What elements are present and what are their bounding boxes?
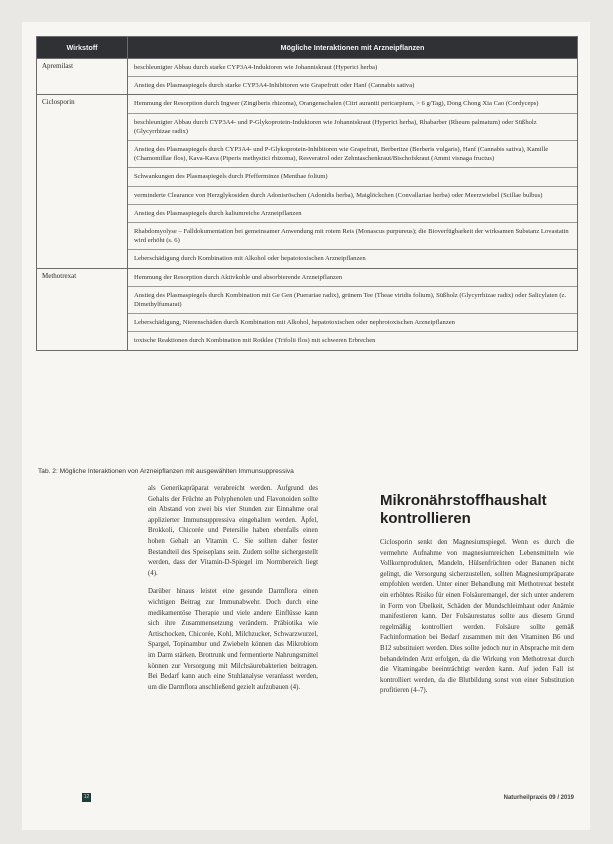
table-group-ciclosporin xyxy=(37,94,577,267)
table-cell: Schwankungen des Plasmaspiegels durch Pfefferminze (Menthae folium) xyxy=(128,167,577,185)
header-interaktionen: Mögliche Interaktionen mit Arzneipflanzen xyxy=(127,37,577,58)
table-caption: Tab. 2: Mögliche Interaktionen von Arzneipflanzen mit ausgewählten Immunsuppressiva xyxy=(38,468,294,475)
header-wirkstoff: Wirkstoff xyxy=(66,43,98,52)
table-header xyxy=(37,37,577,58)
table-cell: verminderte Clearance von Herzglykosiden durch Adonisröschen (Adonidis herba), Maiglöckchen (Convallariae herba) oder Meerzwiebel (Scillae bulbus) xyxy=(128,186,577,204)
table-cell: Hemmung der Resorption durch Ingwer (Zingiberis rhizoma), Orangenschalen (Citri aurantii pericarpium, > 6 g/Tag), Dong Chong Xia Cao (Cordyceps) xyxy=(134,100,539,108)
journal-footer: Naturheilpraxis 09 / 2019 xyxy=(503,795,574,801)
document-page xyxy=(22,22,590,830)
table-cell: Leberschädigung durch Kombination mit Alkohol oder hepatotoxischen Arzneipflanzen xyxy=(128,249,577,267)
table-cell: Anstieg des Plasmaspiegels durch Kombination mit Ge Gen (Puerariae radix), grünem Tee (Theae viridis folium), Süßholz (Glycyrrhizae radix) oder Salicylaten (z. Dimethylfumarat) xyxy=(128,286,577,313)
table-cell: beschleunigter Abbau durch CYP3A4- und P-Glykoprotein-Induktoren wie Johanniskraut (Hyperici herba), Rhabarber (Rheum palmatum) oder Süßholz (Glycyrrhizae radix) xyxy=(128,113,577,140)
table-cell: Rhabdomyolyse – Falldokumentation bei gemeinsamer Anwendung mit rotem Reis (Monascus purpureus); die Bioverfügbarkeit der wirksamen Substanz Lovastatin wird erhöht (s. 6) xyxy=(128,222,577,249)
drug-name: Methotrexat xyxy=(42,271,77,280)
left-text-column xyxy=(148,484,318,701)
table-cell: Anstieg des Plasmaspiegels durch CYP3A4- und P-Glykoprotein-Inhibitoren wie Grapefruit, Berberitze (Berberis vulgaris), Hanf (Cannabis sativa), Kamille (Chamomillae flos), Kava-Kava (Piperis methystici rhizoma), Resveratrol oder Zehntaschenkraut/Bischofskraut (Ammi visnaga fructus) xyxy=(128,140,577,167)
table-cell: Leberschädigung, Nierenschäden durch Kombination mit Alkohol, hepatotoxischen oder nephrotoxischen Arzneipflanzen xyxy=(128,313,577,331)
paragraph: Darüber hinaus leistet eine gesunde Darmflora einen wichtigen Beitrag zur Immunabwehr. Doch durch eine medikamentöse Therapie und viele andere Einflüsse kann sich ihre Zusammensetzung verändern. Präbiotika wie Artischocken, Chicorée, Kohl, Milchzucker, Schwarzwurzel, Spargel, Topinambur und Zwiebeln können das Mikrobiom im Darm stärken. Brottrunk und fermentierte Nahrungsmittel können zur Versorgung mit Milchsäurebakterien beitragen. Bei Bedarf kann auch eine Stuhlanalyse veranlasst werden, um die Darmflora anschließend gezielt aufzubauen (4). xyxy=(148,588,318,691)
drug-name: Ciclosporin xyxy=(42,98,75,107)
table-group-apremilast xyxy=(37,58,577,94)
table-cell: toxische Reaktionen durch Kombination mit Rotklee (Trifolii flos) mit schweren Erbrechen xyxy=(128,331,577,349)
right-text-column xyxy=(380,484,574,697)
table-cell: Anstieg des Plasmaspiegels durch kaliumreiche Arzneipflanzen xyxy=(128,204,577,222)
section-heading: Mikronährstoffhaushalt kontrollieren xyxy=(380,492,547,527)
interaction-table xyxy=(36,36,578,351)
paragraph: Ciclosporin senkt den Magnesiumspiegel. Wenn es durch die vermehrte Aufnahme von magnesiumreichen Lebensmitteln wie Vollkornprodukten, Mandeln, Hülsenfrüchten oder Bananen nicht gelingt, die Versorgung sicherzustellen, sollten Magnesiumpräparate empfohlen werden. Unter einer Behandlung mit Methotrexat besteht ein erhöhtes Risiko für einen Folsäuremangel, der sich unter anderem in Form von Übelkeit, Schäden der Mundschleimhaut oder Anämie manifestieren kann. Der Folsäurestatus sollte aus diesem Grund regelmäßig kontrolliert werden. Folsäure sollte gemäß Fachinformation bei Bedarf zusammen mit den Vitaminen B6 und B12 substituiert werden. Dies sollte jedoch nur in Absprache mit dem behandelnden Arzt erfolgen, da die Wirkung von Methotrexat durch die Vitamingabe beeinträchtigt werden kann. Auf jeden Fall ist kontrolliert werden, da die Blutbildung sonst von einer Substitution profitieren (4–7). xyxy=(380,539,574,695)
table-cell: beschleunigter Abbau durch starke CYP3A4-Induktoren wie Johanniskraut (Hyperici herba) xyxy=(134,64,378,71)
page-number: 12 xyxy=(83,794,90,800)
table-cell: Anstieg des Plasmaspiegels durch starke CYP3A4-Inhibitoren wie Grapefruit oder Hanf (Cannabis sativa) xyxy=(128,76,577,94)
drug-name: Apremilast xyxy=(42,62,74,70)
table-cell: Hemmung der Resorption durch Aktivkohle und absorbierende Arzneipflanzen xyxy=(134,273,343,281)
paragraph: als Generikapräparat verabreicht werden. Aufgrund des Gehalts der Früchte an Polyphenolen und Flavonoiden sollte ein Abstand von zwei bis vier Stunden zur Einnahme oral applizierter Immunsuppressiva eingehalten werden. Äpfel, Brokkoli, Chicorée und Petersilie haben ebenfalls einen hohen Gehalt an Vitamin C. Sie sollten daher fester Bestandteil des Speiseplans sein. Zudem sollte sichergestellt werden, dass der Vitamin-D-Spiegel im Normbereich liegt (4). xyxy=(148,485,318,577)
table-group-methotrexat xyxy=(37,268,577,350)
